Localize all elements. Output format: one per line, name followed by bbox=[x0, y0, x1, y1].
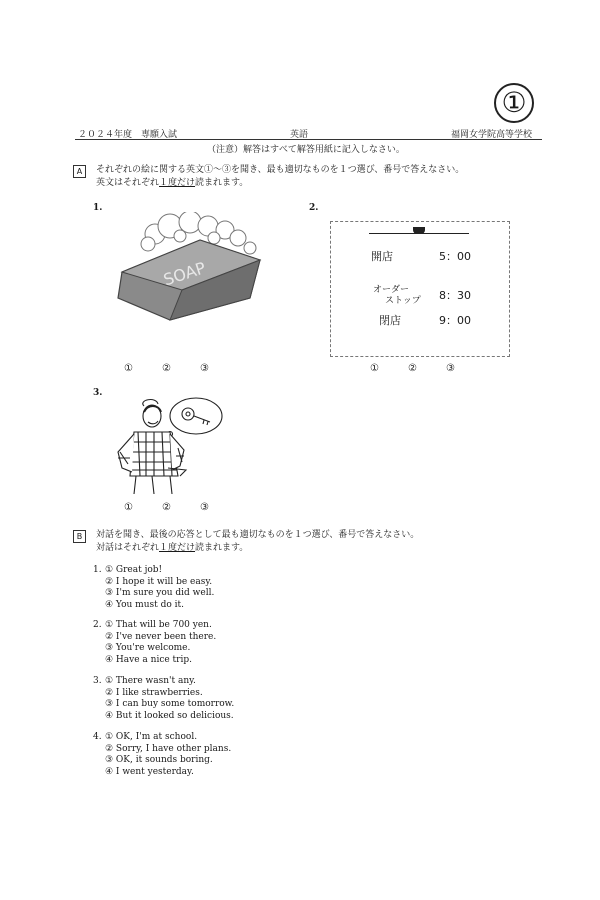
b-question-4-number: 4. bbox=[93, 732, 102, 742]
option: ② I've never been there. bbox=[105, 631, 217, 642]
option: ② I like strawberries. bbox=[105, 687, 203, 698]
section-a-instruction-1: それぞれの絵に関する英文①～③を聞き、最も適切なものを１つ選び、番号で答えなさい。 bbox=[96, 165, 465, 175]
section-b-label: B bbox=[73, 530, 86, 543]
option: ④ Have a nice trip. bbox=[105, 654, 192, 665]
option: ① That will be 700 yen. bbox=[105, 620, 212, 630]
option: ④ I went yesterday. bbox=[105, 766, 194, 777]
choice-3: ③ bbox=[446, 363, 455, 374]
option: ③ OK, it sounds boring. bbox=[105, 755, 213, 765]
section-a-instruction-2 bbox=[96, 177, 248, 190]
open-time: 5：00 bbox=[439, 250, 471, 263]
b-question-2-number: 2. bbox=[93, 620, 102, 630]
question-3-choices bbox=[124, 502, 238, 513]
instruction-text: 英文はそれぞれ bbox=[96, 178, 160, 188]
coffee-cup-icon bbox=[413, 227, 425, 234]
instruction-text: 対話はそれぞれ bbox=[96, 543, 160, 553]
b-question-3-options bbox=[105, 676, 234, 722]
option: ④ But it looked so delicious. bbox=[105, 710, 234, 721]
header-exam-year: ２０２４年度 専願入試 bbox=[78, 130, 178, 140]
choice-2: ② bbox=[162, 363, 171, 374]
instruction-text-end: 読まれます。 bbox=[195, 178, 249, 188]
restaurant-hours-sign bbox=[330, 221, 510, 357]
section-b-instruction-2 bbox=[96, 542, 248, 555]
choice-2: ② bbox=[162, 502, 171, 513]
order-stop-time: 8：30 bbox=[439, 289, 471, 302]
option: ③ I can buy some tomorrow. bbox=[105, 699, 235, 709]
open-label: 開店 bbox=[371, 250, 393, 263]
question-1-number: 1. bbox=[93, 203, 103, 213]
option: ③ I'm sure you did well. bbox=[105, 588, 215, 598]
instruction-underlined: １度だけ bbox=[159, 178, 196, 188]
header-divider bbox=[75, 139, 542, 140]
man-looking-for-key-illustration bbox=[108, 392, 228, 497]
choice-1: ① bbox=[124, 363, 133, 374]
instruction-text-end: 読まれます。 bbox=[195, 543, 249, 553]
header-subject: 英語 bbox=[290, 130, 309, 140]
option: ④ You must do it. bbox=[105, 599, 184, 610]
order-stop-label-2: ストップ bbox=[385, 296, 421, 306]
choice-3: ③ bbox=[200, 363, 209, 374]
option: ① OK, I'm at school. bbox=[105, 732, 198, 742]
order-stop-label-1: オーダー bbox=[373, 285, 410, 295]
header-school: 福岡女学院高等学校 bbox=[451, 130, 533, 140]
b-question-1-number: 1. bbox=[93, 565, 102, 575]
option: ① There wasn't any. bbox=[105, 676, 196, 686]
b-question-3-number: 3. bbox=[93, 676, 102, 686]
choice-1: ① bbox=[370, 363, 379, 374]
question-3-number: 3. bbox=[93, 388, 103, 398]
section-b-instruction-1: 対話を聞き、最後の応答として最も適切なものを１つ選び、番号で答えなさい。 bbox=[96, 530, 420, 540]
close-time: 9：00 bbox=[439, 314, 471, 327]
choice-2: ② bbox=[408, 363, 417, 374]
choice-1: ① bbox=[124, 502, 133, 513]
b-question-1-options bbox=[105, 565, 214, 611]
note-answer-sheet: （注意）解答はすべて解答用紙に記入しなさい。 bbox=[207, 145, 405, 155]
soap-illustration bbox=[110, 212, 270, 327]
choice-3: ③ bbox=[200, 502, 209, 513]
b-question-2-options bbox=[105, 620, 216, 666]
question-2-number: 2. bbox=[309, 203, 319, 213]
question-1-choices bbox=[124, 363, 238, 374]
option: ③ You're welcome. bbox=[105, 643, 191, 653]
b-question-4-options bbox=[105, 732, 231, 778]
option: ② Sorry, I have other plans. bbox=[105, 743, 232, 754]
question-2-choices bbox=[370, 363, 484, 374]
page-number: ① bbox=[494, 83, 534, 123]
option: ① Great job! bbox=[105, 565, 163, 575]
instruction-underlined: １度だけ bbox=[159, 543, 196, 553]
section-a-label: A bbox=[73, 165, 86, 178]
option: ② I hope it will be easy. bbox=[105, 576, 213, 587]
close-label: 閉店 bbox=[379, 314, 401, 327]
thought-bubble-icon bbox=[170, 398, 222, 434]
soap-label: SOAP bbox=[161, 258, 208, 290]
